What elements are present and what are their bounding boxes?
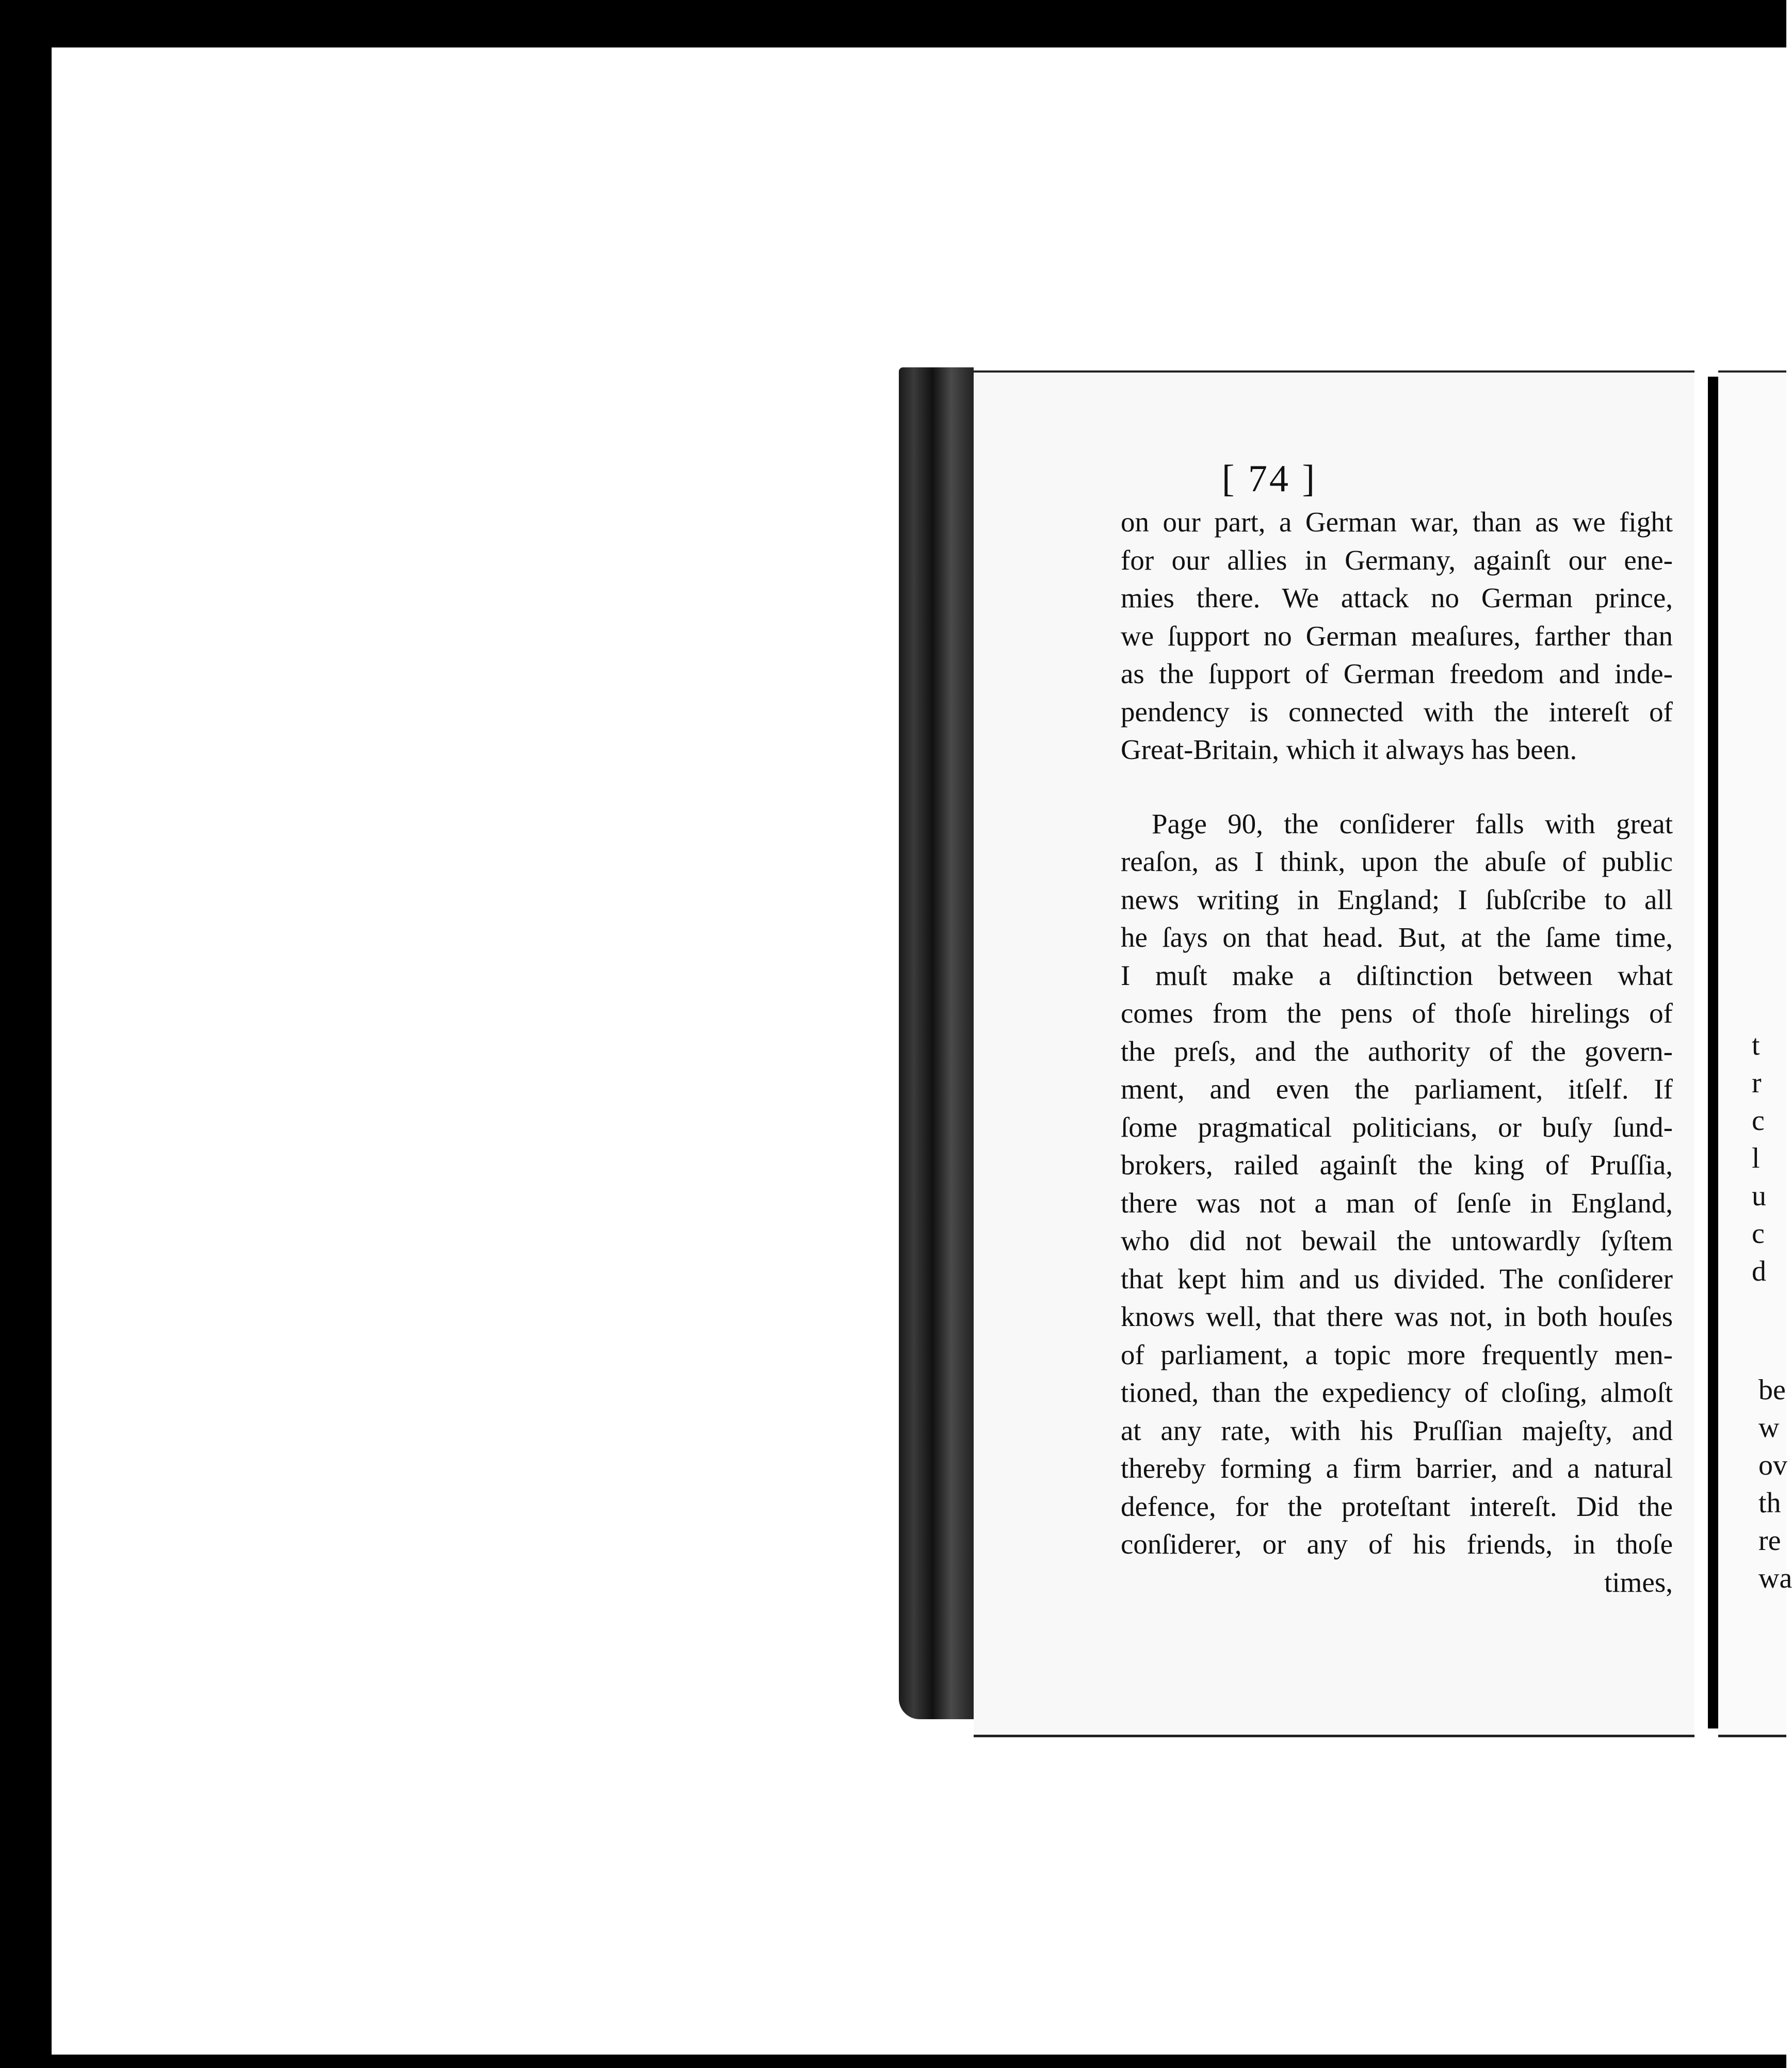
facing-page-fragments-upper: [1752, 1027, 1786, 1290]
fragment: re: [1758, 1525, 1781, 1557]
fragment: wa: [1758, 1562, 1792, 1594]
fragment: r: [1752, 1067, 1762, 1099]
fragment: c: [1752, 1218, 1765, 1250]
text-line: we ſupport no German meaſures, farther than: [1121, 620, 1673, 652]
text-line: on our part, a German war, than as we fight: [1121, 506, 1673, 538]
text-line: who did not bewail the untowardly ſyſtem: [1121, 1225, 1673, 1256]
text-line: comes from the pens of thoſe hirelings of: [1121, 997, 1673, 1029]
fragment: c: [1752, 1105, 1765, 1137]
facing-page-fragments-lower: [1758, 1371, 1792, 1597]
paragraph-gap: [1121, 769, 1673, 805]
fragment: be: [1758, 1374, 1786, 1406]
fragment: t: [1752, 1029, 1760, 1061]
catchword: times,: [1604, 1566, 1673, 1598]
fragment: w: [1758, 1412, 1780, 1444]
text-line: there was not a man of ſenſe in England,: [1121, 1187, 1673, 1219]
text-line: mies there. We attack no German prince,: [1121, 582, 1673, 613]
text-line: of parliament, a topic more frequently men-: [1121, 1338, 1673, 1370]
text-line: that kept him and us divided. The conſiderer: [1121, 1263, 1673, 1295]
body-text: [1121, 503, 1673, 1601]
text-line: I muſt make a diſtinction between what: [1121, 959, 1673, 991]
fragment: l: [1752, 1142, 1760, 1174]
book-spine-edge: [899, 367, 974, 1719]
text-line: defence, for the proteſtant intereſt. Did the: [1121, 1490, 1673, 1522]
text-line: Great-Britain, which it always has been.: [1121, 734, 1577, 765]
text-line: ment, and even the parliament, itſelf. If: [1121, 1073, 1673, 1105]
text-line: conſiderer, or any of his friends, in thoſe: [1121, 1528, 1673, 1560]
text-line: tioned, than the expediency of cloſing, almoſt: [1121, 1377, 1673, 1408]
book-gutter: [1708, 377, 1718, 1728]
text-line: pendency is connected with the intereſt of: [1121, 696, 1673, 728]
fragment: d: [1752, 1255, 1766, 1287]
text-line: as the ſupport of German freedom and inde-: [1121, 658, 1673, 689]
text-line: for our allies in Germany, againſt our ene-: [1121, 544, 1673, 576]
text-line: the preſs, and the authority of the govern-: [1121, 1035, 1673, 1067]
text-line: ſome pragmatical politicians, or buſy ſund-: [1121, 1111, 1673, 1143]
text-line: news writing in England; I ſubſcribe to all: [1121, 883, 1673, 915]
text-line: Page 90, the conſiderer falls with great: [1152, 807, 1673, 839]
page-number: [ 74 ]: [1221, 458, 1317, 500]
text-line: reaſon, as I think, upon the abuſe of public: [1121, 846, 1673, 877]
fragment: th: [1758, 1487, 1781, 1519]
fragment: ov: [1758, 1449, 1787, 1481]
text-line: he ſays on that head. But, at the ſame time,: [1121, 922, 1673, 953]
text-line: knows well, that there was not, in both houſes: [1121, 1301, 1673, 1332]
text-line: brokers, railed againſt the king of Pruſſia,: [1121, 1149, 1673, 1181]
fragment: u: [1752, 1180, 1766, 1212]
text-line: at any rate, with his Pruſſian majeſty, and: [1121, 1414, 1673, 1446]
text-line: thereby forming a firm barrier, and a natural: [1121, 1452, 1673, 1484]
